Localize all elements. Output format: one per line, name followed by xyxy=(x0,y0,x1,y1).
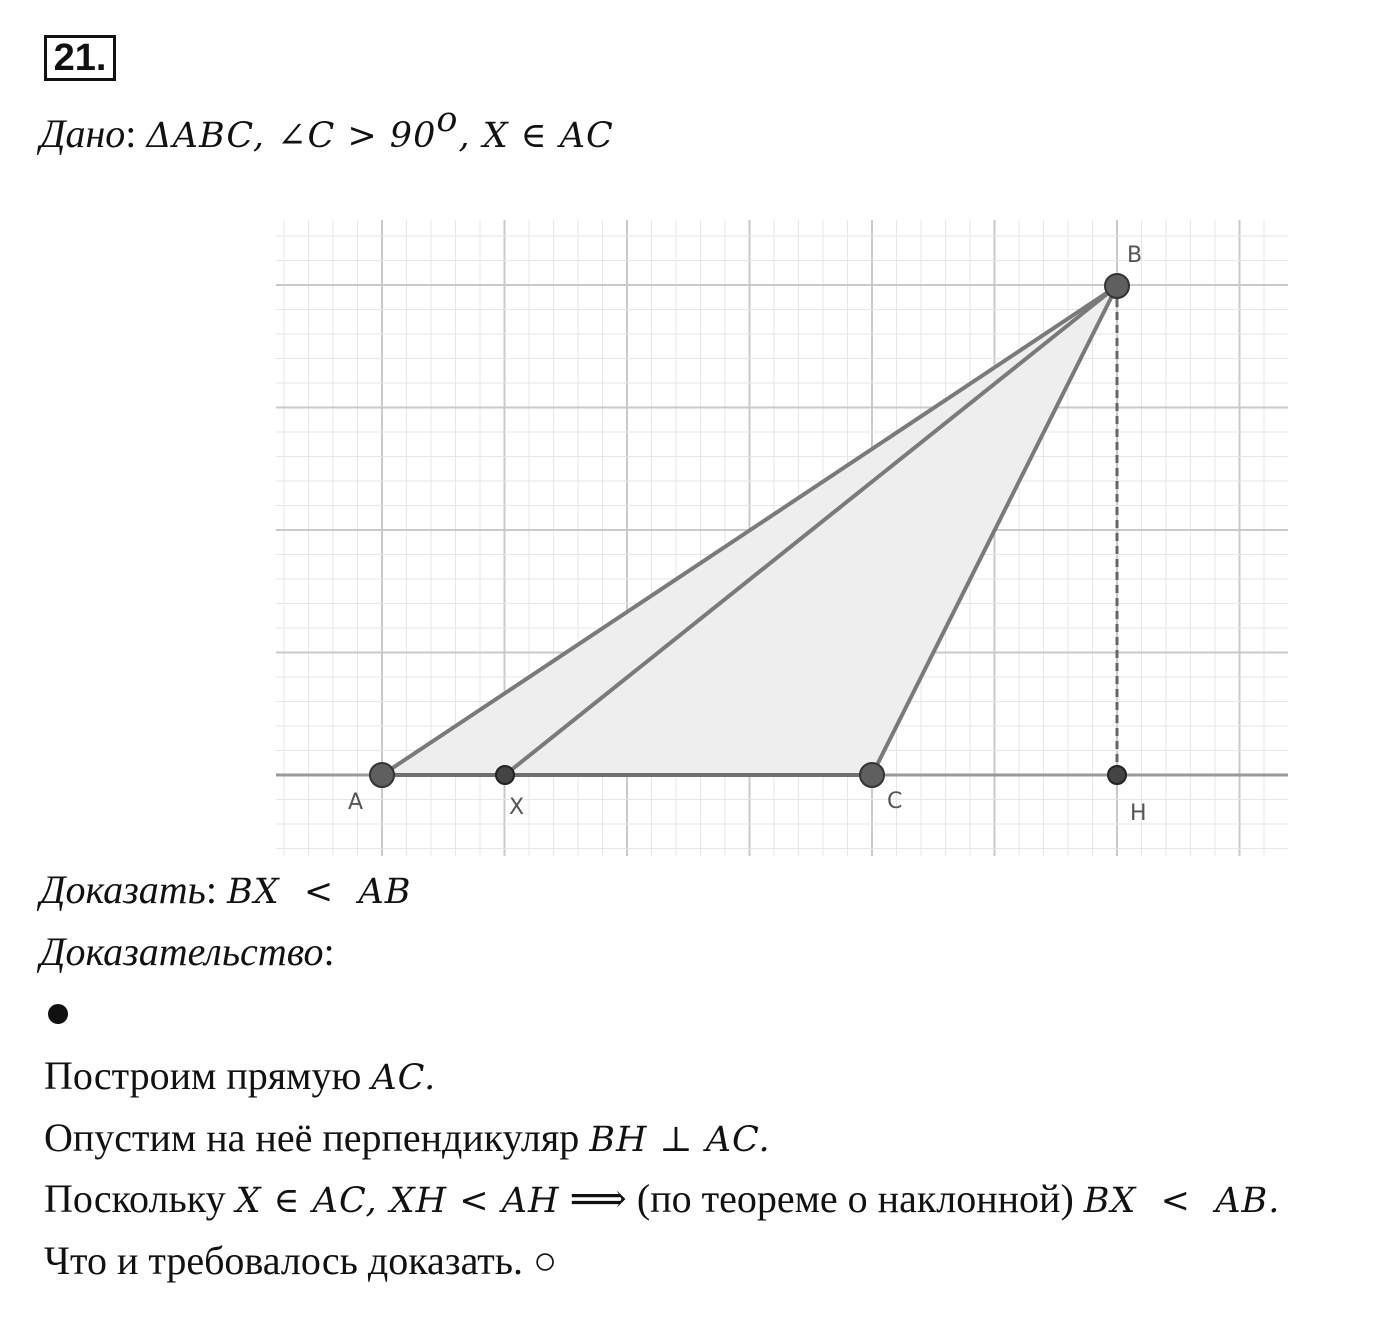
proof-line-4 xyxy=(44,1237,557,1285)
proof-line-2-math: BH ⊥ AC. xyxy=(589,1120,771,1160)
prove-colon: : xyxy=(205,867,217,912)
proof-line-1 xyxy=(44,1052,436,1102)
label-x: X xyxy=(509,795,525,820)
proof-line-3-text-b: (по теореме о наклонной) xyxy=(636,1176,1084,1221)
point-a xyxy=(370,763,394,787)
label-a: A xyxy=(348,790,364,815)
proof-line-3 xyxy=(44,1175,1280,1225)
proof-line-3-math-b: BX < AB. xyxy=(1083,1181,1281,1221)
proof-line-4-text: Что и требовалось доказать. ○ xyxy=(44,1238,558,1283)
implies-arrow: ⟹ xyxy=(559,1176,637,1221)
prove-statement: BX < AB xyxy=(226,872,412,912)
label-h: H xyxy=(1130,801,1147,826)
proof-line-3-text-a: Поскольку xyxy=(44,1176,236,1221)
given-label: Дано xyxy=(40,111,126,156)
point-h xyxy=(1108,766,1126,784)
proof-line-3-math-a: X ∈ AC, XH < AH xyxy=(235,1181,560,1221)
proof-heading xyxy=(40,928,335,976)
proof-line-2-text: Опустим на неё перпендикуляр xyxy=(44,1115,590,1160)
given-degree: o xyxy=(436,100,459,140)
given-colon: : xyxy=(125,111,137,156)
problem-number: 21. xyxy=(44,35,116,81)
point-b xyxy=(1105,274,1129,298)
bullet-mark xyxy=(48,1004,68,1024)
given-statement: ΔABC, ∠C > 90 xyxy=(146,116,437,156)
label-c: C xyxy=(887,789,903,814)
point-x xyxy=(496,766,514,784)
proof-line-1-math: AC. xyxy=(371,1058,437,1098)
given-rest: , X ∈ AC xyxy=(458,116,614,156)
prove-line xyxy=(40,866,411,916)
proof-label: Доказательство xyxy=(40,929,324,974)
proof-line-2 xyxy=(44,1114,771,1164)
label-b: B xyxy=(1127,243,1143,268)
proof-colon: : xyxy=(323,929,335,974)
prove-label: Доказать xyxy=(40,867,206,912)
proof-line-1-text: Построим прямую xyxy=(44,1053,372,1098)
point-c xyxy=(860,763,884,787)
